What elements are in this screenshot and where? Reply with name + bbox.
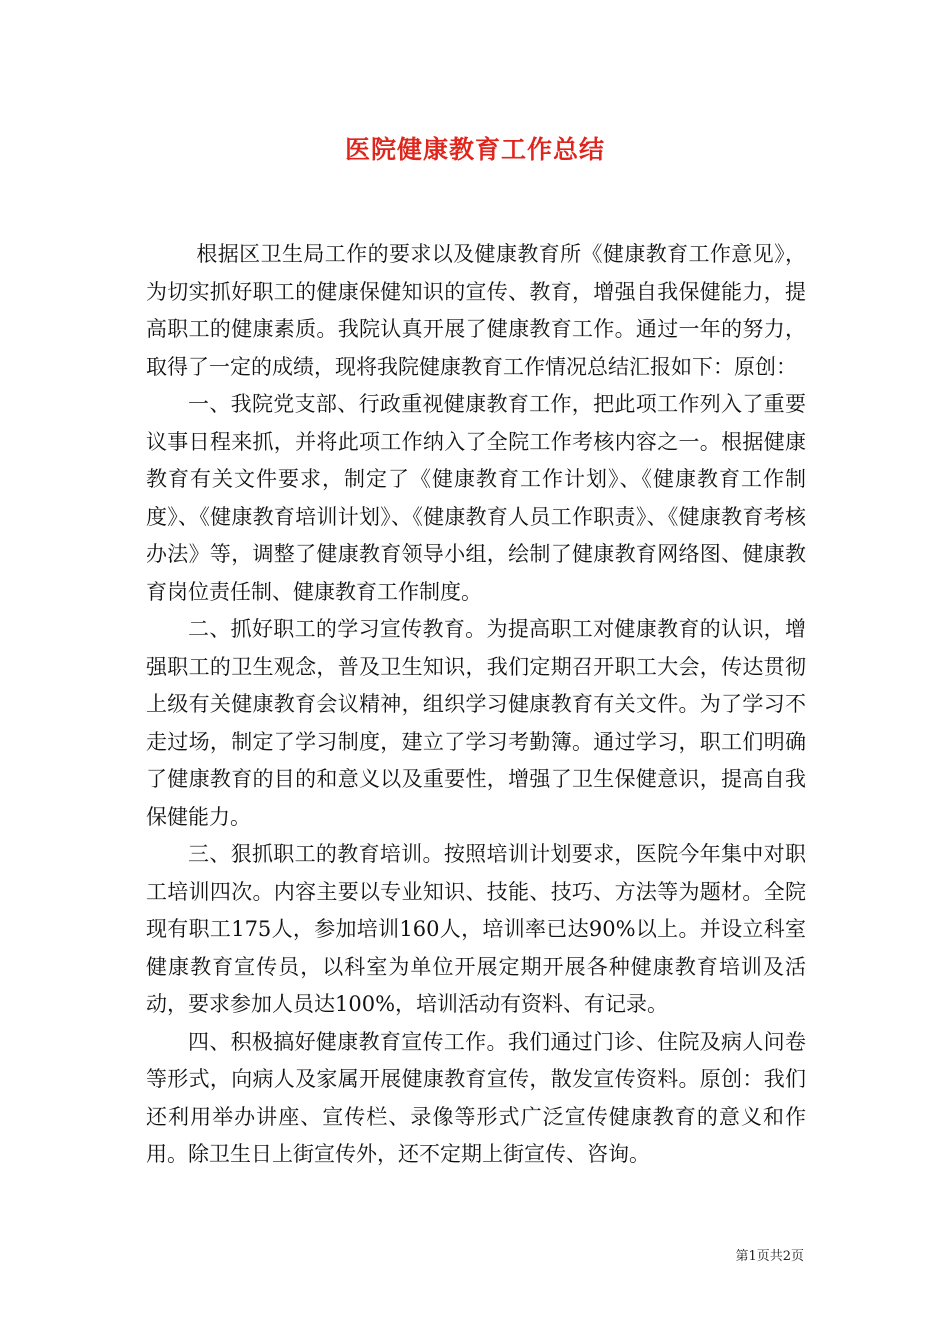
document-title: 医院健康教育工作总结 <box>344 135 605 164</box>
paragraph-section-4: 四、积极搞好健康教育宣传工作。我们通过门诊、住院及病人问卷等形式，向病人及家属开展健康教育宣传，散发宣传资料。原创：我们还利用举办讲座、宣传栏、录像等形式广泛宣传健康教育的意义和作用。除卫生日上街宣传外，还不定期上街宣传、咨询。 <box>146 1029 806 1166</box>
paragraph-section-1: 一、我院党支部、行政重视健康教育工作，把此项工作列入了重要议事日程来抓，并将此项工作纳入了全院工作考核内容之一。根据健康教育有关文件要求，制定了《健康教育工作计划》、《健康教育工作制度》、《健康教育培训计划》、《健康教育人员工作职责》、《健康教育考核办法》等，调整了健康教育领导小组，绘制了健康教育网络图、健康教育岗位责任制、健康教育工作制度。 <box>146 392 806 604</box>
paragraph-section-2: 二、抓好职工的学习宣传教育。为提高职工对健康教育的认识，增强职工的卫生观念，普及卫生知识，我们定期召开职工大会，传达贯彻上级有关健康教育会议精神，组织学习健康教育有关文件。为了学习不走过场，制定了学习制度，建立了学习考勤簿。通过学习，职工们明确了健康教育的目的和意义以及重要性，增强了卫生保健意识，提高自我保健能力。 <box>146 617 806 829</box>
paragraph-intro: 根据区卫生局工作的要求以及健康教育所《健康教育工作意见》，为切实抓好职工的健康保健知识的宣传、教育，增强自我保健能力，提高职工的健康素质。我院认真开展了健康教育工作。通过一年的努力，取得了一定的成绩，现将我院健康教育工作情况总结汇报如下：原创： <box>146 242 806 379</box>
paragraph-section-3: 三、狠抓职工的教育培训。按照培训计划要求，医院今年集中对职工培训四次。内容主要以专业知识、技能、技巧、方法等为题材。全院现有职工175人，参加培训160人，培训率已达90%以上。并设立科室健康教育宣传员，以科室为单位开展定期开展各种健康教育培训及活动，要求参加人员达100%，培训活动有资料、有记录。 <box>146 842 806 1016</box>
document-body <box>146 236 806 1174</box>
page-number-footer: 第1页共2页 <box>735 1249 804 1264</box>
